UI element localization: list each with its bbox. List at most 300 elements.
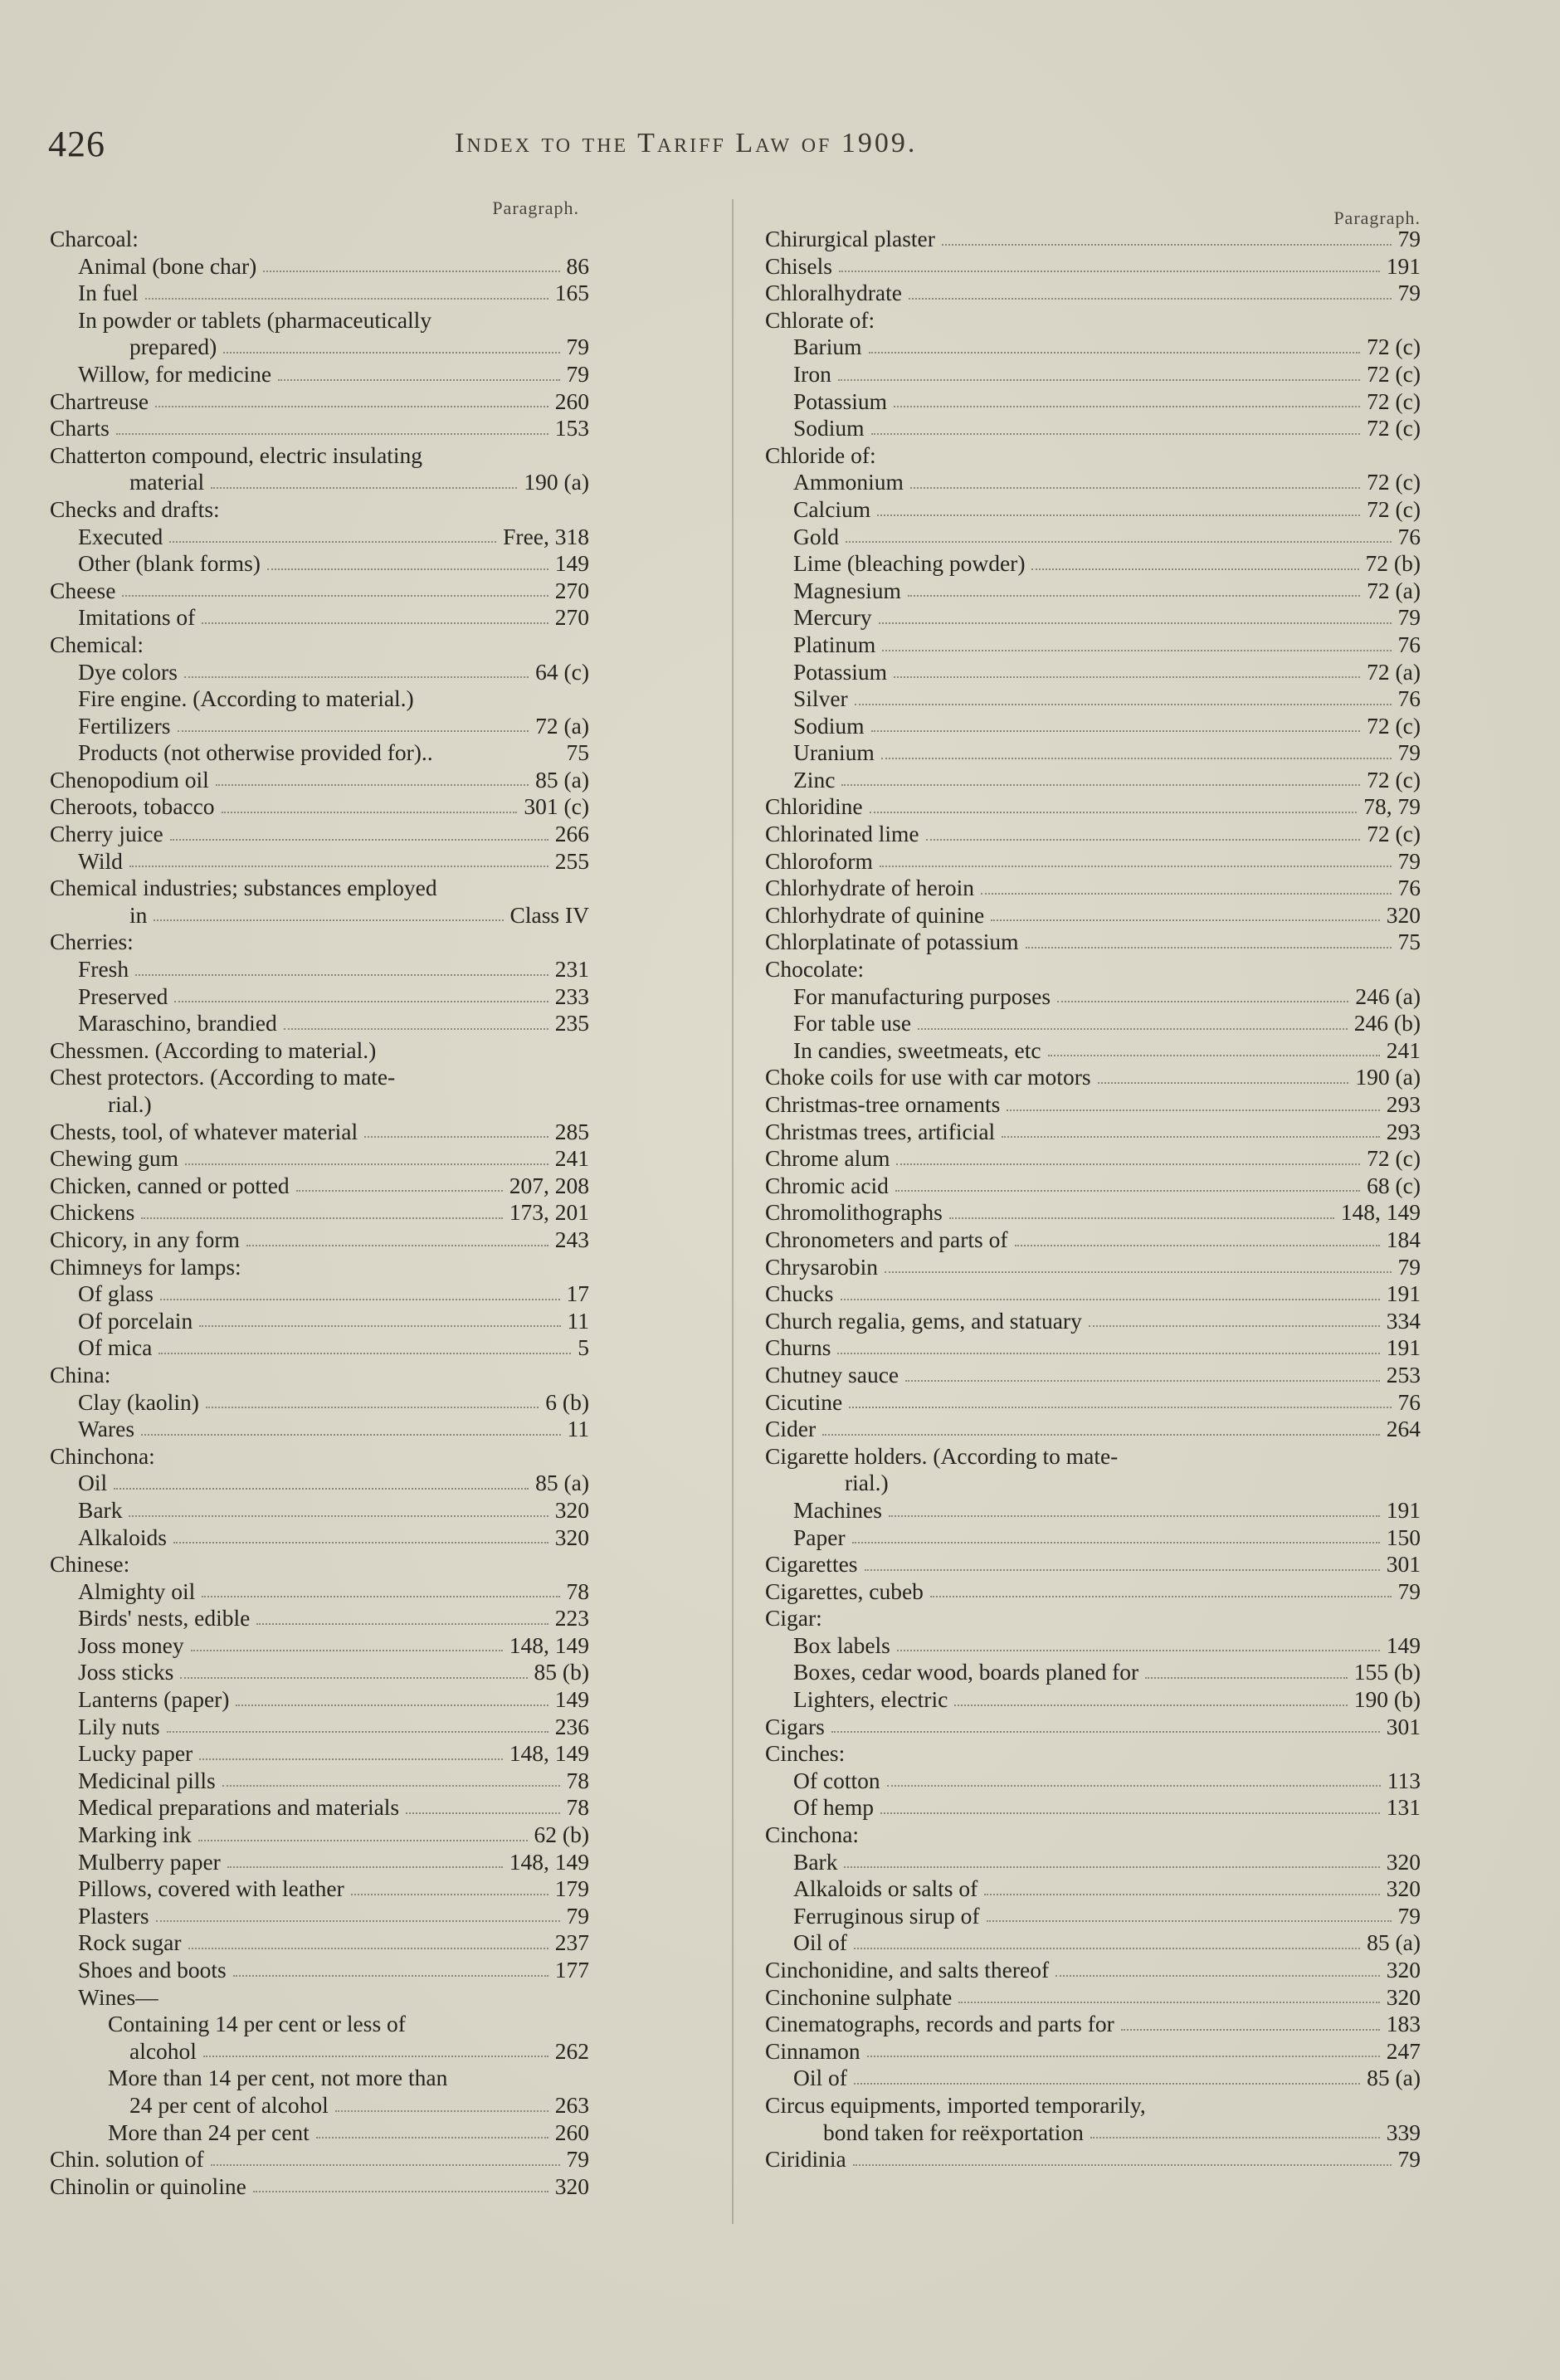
entry-term: Animal (bone char) xyxy=(78,252,257,279)
entry-term: in xyxy=(129,901,148,928)
index-entry xyxy=(765,1875,1421,1903)
entry-term: Cheroots, tobacco xyxy=(50,793,215,820)
entry-term: Of cotton xyxy=(793,1767,880,1793)
entry-term: Other (blank forms) xyxy=(78,550,261,577)
entry-term: Chenopodium oil xyxy=(50,766,209,793)
dot-leader xyxy=(881,758,1392,759)
index-entry xyxy=(765,659,1421,686)
entry-term: Ammonium xyxy=(793,469,904,495)
index-entry xyxy=(50,685,589,713)
entry-term: Christmas trees, artificial xyxy=(765,1118,996,1144)
entry-paragraph: 241 xyxy=(1386,1036,1421,1063)
dot-leader xyxy=(223,352,559,354)
index-entry xyxy=(50,1145,589,1173)
index-entry xyxy=(50,1659,589,1686)
entry-paragraph: 148, 149 xyxy=(509,1631,589,1658)
entry-term: Almighty oil xyxy=(78,1578,196,1604)
dot-leader xyxy=(895,1190,1360,1192)
index-entry xyxy=(50,253,589,280)
entry-term: Rock sugar xyxy=(78,1929,182,1956)
entry-paragraph: 72 (a) xyxy=(1367,658,1421,685)
entry-paragraph: 190 (a) xyxy=(1355,1064,1421,1090)
entry-term: Lucky paper xyxy=(78,1740,193,1767)
index-entry xyxy=(50,821,589,848)
dot-leader xyxy=(1031,568,1358,570)
entry-term: Executed xyxy=(78,523,163,549)
dot-leader xyxy=(871,433,1361,435)
entry-paragraph: 79 xyxy=(1397,1578,1421,1604)
page-header xyxy=(48,123,1442,173)
dot-leader xyxy=(838,379,1360,381)
entry-paragraph: 334 xyxy=(1386,1307,1421,1334)
entry-paragraph: 5 xyxy=(578,1334,589,1361)
entry-term: Box labels xyxy=(793,1631,890,1658)
entry-term: Cinchonine sulphate xyxy=(765,1983,953,2010)
entry-term: Cinnamon xyxy=(765,2037,860,2064)
entry-paragraph: 11 xyxy=(567,1307,589,1334)
dot-leader xyxy=(185,1163,548,1165)
entry-term: In fuel xyxy=(78,280,139,306)
dot-leader xyxy=(236,1705,548,1706)
entry-paragraph: 153 xyxy=(554,415,589,441)
index-entry xyxy=(765,821,1421,848)
entry-paragraph: 191 xyxy=(1386,252,1421,279)
entry-paragraph: 72 (c) xyxy=(1367,469,1421,495)
dot-leader xyxy=(894,676,1360,678)
index-entry xyxy=(50,1875,589,1903)
entry-paragraph: 339 xyxy=(1386,2119,1421,2145)
index-entry xyxy=(50,1632,589,1660)
entry-paragraph: 79 xyxy=(1397,2146,1421,2173)
entry-paragraph: 78 xyxy=(566,1578,589,1604)
dot-leader xyxy=(184,676,529,678)
entry-paragraph: 177 xyxy=(554,1957,589,1983)
index-entry xyxy=(765,1497,1421,1524)
index-entry xyxy=(765,280,1421,307)
index-entry xyxy=(50,848,589,875)
entry-paragraph: 79 xyxy=(566,334,589,360)
index-entry xyxy=(50,1280,589,1308)
dot-leader xyxy=(1015,1245,1380,1246)
dot-leader xyxy=(145,298,548,300)
entry-term: Paper xyxy=(793,1524,846,1550)
index-entry xyxy=(50,793,589,821)
dot-leader xyxy=(246,1245,548,1246)
dot-leader xyxy=(116,433,548,435)
entry-paragraph: 236 xyxy=(554,1713,589,1739)
entry-paragraph: 72 (c) xyxy=(1367,388,1421,414)
index-entry xyxy=(765,902,1421,929)
dot-leader xyxy=(854,1948,1360,1949)
dot-leader xyxy=(199,1758,503,1760)
entry-term: Imitations of xyxy=(78,604,196,631)
entry-paragraph: 78 xyxy=(566,1794,589,1821)
index-entry xyxy=(50,2146,589,2173)
index-entry xyxy=(765,1119,1421,1146)
dot-leader xyxy=(135,974,548,976)
entry-paragraph: 79 xyxy=(1397,604,1421,631)
index-entry xyxy=(765,685,1421,713)
dot-leader xyxy=(284,1028,548,1030)
dot-leader xyxy=(889,1515,1380,1517)
dot-leader xyxy=(178,730,529,732)
index-entry xyxy=(765,1686,1421,1714)
index-entry xyxy=(765,307,1421,334)
dot-leader xyxy=(351,1894,548,1895)
entry-term: Of porcelain xyxy=(78,1307,193,1334)
entry-term: Alkaloids or salts of xyxy=(793,1875,978,1902)
entry-term: Chirurgical plaster xyxy=(765,226,935,251)
index-entry xyxy=(765,253,1421,280)
index-entry xyxy=(50,469,589,496)
entry-paragraph: 113 xyxy=(1387,1767,1421,1793)
entry-paragraph: 233 xyxy=(554,983,589,1009)
dot-leader xyxy=(837,1353,1379,1354)
entry-term: Platinum xyxy=(793,631,876,657)
dot-leader xyxy=(216,784,529,786)
dot-leader xyxy=(894,406,1360,407)
entry-term: Chronometers and parts of xyxy=(765,1226,1008,1252)
entry-paragraph: 85 (a) xyxy=(1367,1929,1421,1956)
index-entry xyxy=(765,632,1421,659)
index-entry xyxy=(765,848,1421,875)
index-entry xyxy=(50,1957,589,1984)
index-entry xyxy=(765,578,1421,605)
entry-term: Cigar: xyxy=(765,1605,822,1631)
index-entry xyxy=(50,388,589,416)
entry-term: Chinolin or quinoline xyxy=(50,2173,246,2199)
index-entry xyxy=(765,1280,1421,1308)
index-entry xyxy=(765,739,1421,767)
entry-term: Fertilizers xyxy=(78,712,171,739)
entry-term: Mercury xyxy=(793,604,872,631)
dot-leader xyxy=(114,1488,529,1490)
index-entry xyxy=(50,604,589,632)
index-entry xyxy=(765,2038,1421,2065)
entry-term: Chicken, canned or potted xyxy=(50,1172,290,1198)
index-entry xyxy=(765,1416,1421,1443)
entry-paragraph: 285 xyxy=(554,1118,589,1144)
index-entry xyxy=(50,983,589,1011)
dot-leader xyxy=(880,1812,1380,1814)
index-entry xyxy=(765,1605,1421,1632)
column-heading: Paragraph. xyxy=(492,198,579,218)
dot-leader xyxy=(1057,1001,1348,1002)
entry-paragraph: 270 xyxy=(554,604,589,631)
index-entry xyxy=(50,1794,589,1822)
entry-paragraph: 76 xyxy=(1397,631,1421,657)
index-entry xyxy=(50,1227,589,1254)
entry-paragraph: 72 (c) xyxy=(1367,415,1421,441)
column-heading: Paragraph. xyxy=(1333,207,1421,228)
dot-leader xyxy=(188,1948,548,1949)
dot-leader xyxy=(155,406,548,407)
dot-leader xyxy=(1007,1110,1379,1111)
entry-term: Chrome alum xyxy=(765,1145,890,1172)
entry-term: Silver xyxy=(793,685,848,712)
index-entry xyxy=(50,632,589,659)
entry-paragraph: 320 xyxy=(1386,901,1421,928)
index-entry xyxy=(765,1145,1421,1173)
entry-term: Chemical: xyxy=(50,631,144,657)
entry-term: Oil of xyxy=(793,1929,847,1956)
entry-paragraph: 253 xyxy=(1386,1361,1421,1388)
entry-paragraph: 320 xyxy=(1386,1848,1421,1875)
entry-term: Products (not otherwise provided for).. xyxy=(78,739,433,766)
entry-paragraph: 85 (b) xyxy=(534,1659,589,1685)
index-entry xyxy=(765,2119,1421,2147)
index-entry xyxy=(50,1389,589,1417)
entry-paragraph: 320 xyxy=(554,1524,589,1550)
index-entry xyxy=(50,334,589,361)
entry-term: Cinchonidine, and salts thereof xyxy=(765,1957,1050,1983)
entry-paragraph: 79 xyxy=(1397,1902,1421,1929)
index-entry xyxy=(765,361,1421,388)
dot-leader xyxy=(949,1217,1334,1219)
dot-leader xyxy=(831,1731,1380,1733)
dot-leader xyxy=(222,812,518,813)
dot-leader xyxy=(841,1299,1380,1300)
index-entry xyxy=(50,1984,589,2012)
dot-leader xyxy=(180,1677,527,1679)
index-entry xyxy=(765,1227,1421,1254)
entry-term: Chin. solution of xyxy=(50,2146,204,2173)
index-entry xyxy=(765,226,1421,253)
entry-paragraph: 72 (c) xyxy=(1367,766,1421,793)
index-entry xyxy=(765,1470,1421,1497)
entry-paragraph: 79 xyxy=(1397,226,1421,251)
entry-term: Iron xyxy=(793,360,831,387)
entry-paragraph: 190 (a) xyxy=(524,469,589,495)
entry-term: Wild xyxy=(78,847,123,874)
index-entry xyxy=(50,1308,589,1335)
entry-paragraph: 150 xyxy=(1386,1524,1421,1550)
entry-term: Barium xyxy=(793,334,862,360)
dot-leader xyxy=(942,244,1392,246)
entry-term: Chlorinated lime xyxy=(765,821,919,847)
entry-term: Checks and drafts: xyxy=(50,495,220,522)
entry-paragraph: 76 xyxy=(1397,523,1421,549)
dot-leader xyxy=(335,2110,548,2112)
dot-leader xyxy=(253,2191,548,2192)
entry-term: alcohol xyxy=(129,2037,197,2064)
dot-leader xyxy=(278,379,559,381)
index-entry xyxy=(50,361,589,388)
entry-paragraph: 79 xyxy=(566,2146,589,2173)
dot-leader xyxy=(849,1407,1391,1408)
index-entry xyxy=(765,2011,1421,2038)
dot-leader xyxy=(987,1920,1392,1922)
dot-leader xyxy=(174,1001,548,1002)
dot-leader xyxy=(199,1325,560,1327)
entry-term: Chloridine xyxy=(765,793,863,820)
entry-paragraph: 155 (b) xyxy=(1353,1659,1421,1685)
entry-term: Containing 14 per cent or less of xyxy=(108,2011,406,2037)
entry-paragraph: 191 xyxy=(1386,1280,1421,1307)
index-entry xyxy=(50,902,589,929)
entry-paragraph: 266 xyxy=(554,821,589,847)
entry-term: Cinches: xyxy=(765,1740,846,1767)
entry-term: Joss sticks xyxy=(78,1659,174,1685)
index-entry xyxy=(765,1091,1421,1119)
index-entry xyxy=(50,1524,589,1552)
index-entry xyxy=(50,1254,589,1281)
index-entry xyxy=(765,713,1421,740)
entry-term: Chlorplatinate of potassium xyxy=(765,929,1019,955)
dot-leader xyxy=(991,919,1380,921)
index-entry xyxy=(50,1605,589,1632)
dot-leader xyxy=(867,2056,1380,2057)
index-entry xyxy=(765,767,1421,794)
index-entry xyxy=(765,604,1421,632)
index-entry xyxy=(765,1199,1421,1227)
entry-term: Gold xyxy=(793,523,839,549)
dot-leader xyxy=(141,1217,502,1219)
entry-term: Uranium xyxy=(793,739,875,766)
dot-leader xyxy=(227,1866,503,1868)
entry-term: Magnesium xyxy=(793,577,901,603)
entry-paragraph: 320 xyxy=(554,1496,589,1523)
dot-leader xyxy=(1098,1082,1349,1084)
entry-paragraph: 85 (a) xyxy=(535,766,589,793)
dot-leader xyxy=(160,1299,560,1300)
entry-paragraph: 263 xyxy=(554,2091,589,2118)
entry-list-left xyxy=(50,226,589,2200)
entry-paragraph: 72 (c) xyxy=(1367,712,1421,739)
index-entry xyxy=(50,1929,589,1957)
index-entry xyxy=(50,1578,589,1606)
entry-term: Shoes and boots xyxy=(78,1957,227,1983)
index-entry xyxy=(765,1984,1421,2012)
dot-leader xyxy=(1090,2137,1380,2139)
entry-term: Medicinal pills xyxy=(78,1767,216,1793)
entry-paragraph: 72 (c) xyxy=(1367,360,1421,387)
entry-paragraph: 17 xyxy=(566,1280,589,1307)
index-entry xyxy=(765,496,1421,524)
entry-term: 24 per cent of alcohol xyxy=(129,2091,329,2118)
entry-term: Joss money xyxy=(78,1631,184,1658)
entry-paragraph: 148, 149 xyxy=(509,1740,589,1767)
dot-leader xyxy=(880,866,1392,867)
entry-term: Chromolithographs xyxy=(765,1199,943,1226)
index-entry xyxy=(765,1443,1421,1470)
dot-leader xyxy=(170,839,548,841)
entry-paragraph: 76 xyxy=(1397,685,1421,712)
entry-term: Sodium xyxy=(793,712,865,739)
index-entry xyxy=(50,2011,589,2038)
dot-leader xyxy=(855,704,1392,705)
dot-leader xyxy=(364,1136,548,1138)
dot-leader xyxy=(897,1650,1380,1651)
entry-paragraph: 85 (a) xyxy=(535,1470,589,1496)
entry-term: Of hemp xyxy=(793,1794,874,1821)
entry-paragraph: 72 (a) xyxy=(535,712,589,739)
entry-term: Potassium xyxy=(793,388,888,414)
index-entry xyxy=(50,713,589,740)
dot-leader xyxy=(222,1785,560,1787)
index-entry xyxy=(765,415,1421,442)
dot-leader xyxy=(211,2164,560,2166)
entry-term: Oil of xyxy=(793,2065,847,2091)
entry-paragraph: 149 xyxy=(1386,1631,1421,1658)
entry-paragraph: 85 (a) xyxy=(1367,2065,1421,2091)
entry-term: Chisels xyxy=(765,252,832,279)
index-entry xyxy=(765,1822,1421,1849)
dot-leader xyxy=(841,784,1360,786)
index-entry xyxy=(765,1849,1421,1876)
index-entry xyxy=(765,2092,1421,2119)
entry-term: Chatterton compound, electric insulating xyxy=(50,441,423,468)
entry-paragraph: 72 (a) xyxy=(1367,577,1421,603)
entry-term: Cinchona: xyxy=(765,1822,860,1848)
entry-term: Chinese: xyxy=(50,1551,130,1578)
index-entry xyxy=(50,524,589,551)
dot-leader xyxy=(909,298,1392,300)
index-entry xyxy=(50,1470,589,1497)
index-entry xyxy=(50,1740,589,1768)
entry-paragraph: 79 xyxy=(1397,847,1421,874)
index-entry xyxy=(765,2146,1421,2173)
entry-term: Cigarette holders. (According to mate- xyxy=(765,1442,1119,1469)
index-entry xyxy=(765,1389,1421,1417)
dot-leader xyxy=(1089,1325,1380,1327)
dot-leader xyxy=(885,1271,1392,1273)
entry-paragraph: 78 xyxy=(566,1767,589,1793)
dot-leader xyxy=(129,1515,548,1517)
index-entry xyxy=(50,415,589,442)
entry-paragraph: 301 xyxy=(1386,1713,1421,1739)
dot-leader xyxy=(870,812,1358,813)
dot-leader xyxy=(882,650,1391,651)
entry-term: Christmas-tree ornaments xyxy=(765,1091,1001,1117)
entry-term: bond taken for reëxportation xyxy=(823,2119,1084,2145)
dot-leader xyxy=(198,1840,528,1841)
index-entry xyxy=(50,929,589,956)
dot-leader xyxy=(211,487,517,489)
entry-term: Machines xyxy=(793,1496,882,1523)
index-entry xyxy=(765,1957,1421,1984)
dot-leader xyxy=(854,2083,1360,2085)
entry-term: prepared) xyxy=(129,334,217,360)
dot-leader xyxy=(865,1569,1380,1571)
entry-paragraph: 75 xyxy=(566,739,589,766)
entry-term: Chewing gum xyxy=(50,1145,179,1172)
index-column-right xyxy=(765,193,1421,2173)
running-title: Index to the Tariff Law of 1909. xyxy=(455,128,918,159)
entry-term: Charts xyxy=(50,415,110,441)
entry-term: Chucks xyxy=(765,1280,834,1307)
index-entry xyxy=(765,1362,1421,1389)
index-entry xyxy=(50,1037,589,1065)
index-entry xyxy=(765,550,1421,578)
entry-paragraph: 260 xyxy=(554,388,589,414)
entry-term: Fire engine. (According to material.) xyxy=(78,685,414,712)
index-entry xyxy=(50,875,589,902)
index-entry xyxy=(765,469,1421,496)
entry-paragraph: 241 xyxy=(554,1145,589,1172)
entry-term: Choke coils for use with car motors xyxy=(765,1064,1091,1090)
entry-term: Charcoal: xyxy=(50,226,139,251)
index-entry xyxy=(50,1362,589,1389)
index-entry xyxy=(50,1903,589,1930)
dot-leader xyxy=(896,1163,1360,1165)
entry-paragraph: 79 xyxy=(566,360,589,387)
entry-paragraph: 190 (b) xyxy=(1353,1686,1421,1713)
entry-term: Clay (kaolin) xyxy=(78,1388,199,1415)
entry-paragraph: 131 xyxy=(1386,1794,1421,1821)
dot-leader xyxy=(233,1975,548,1977)
entry-term: Wares xyxy=(78,1416,135,1442)
